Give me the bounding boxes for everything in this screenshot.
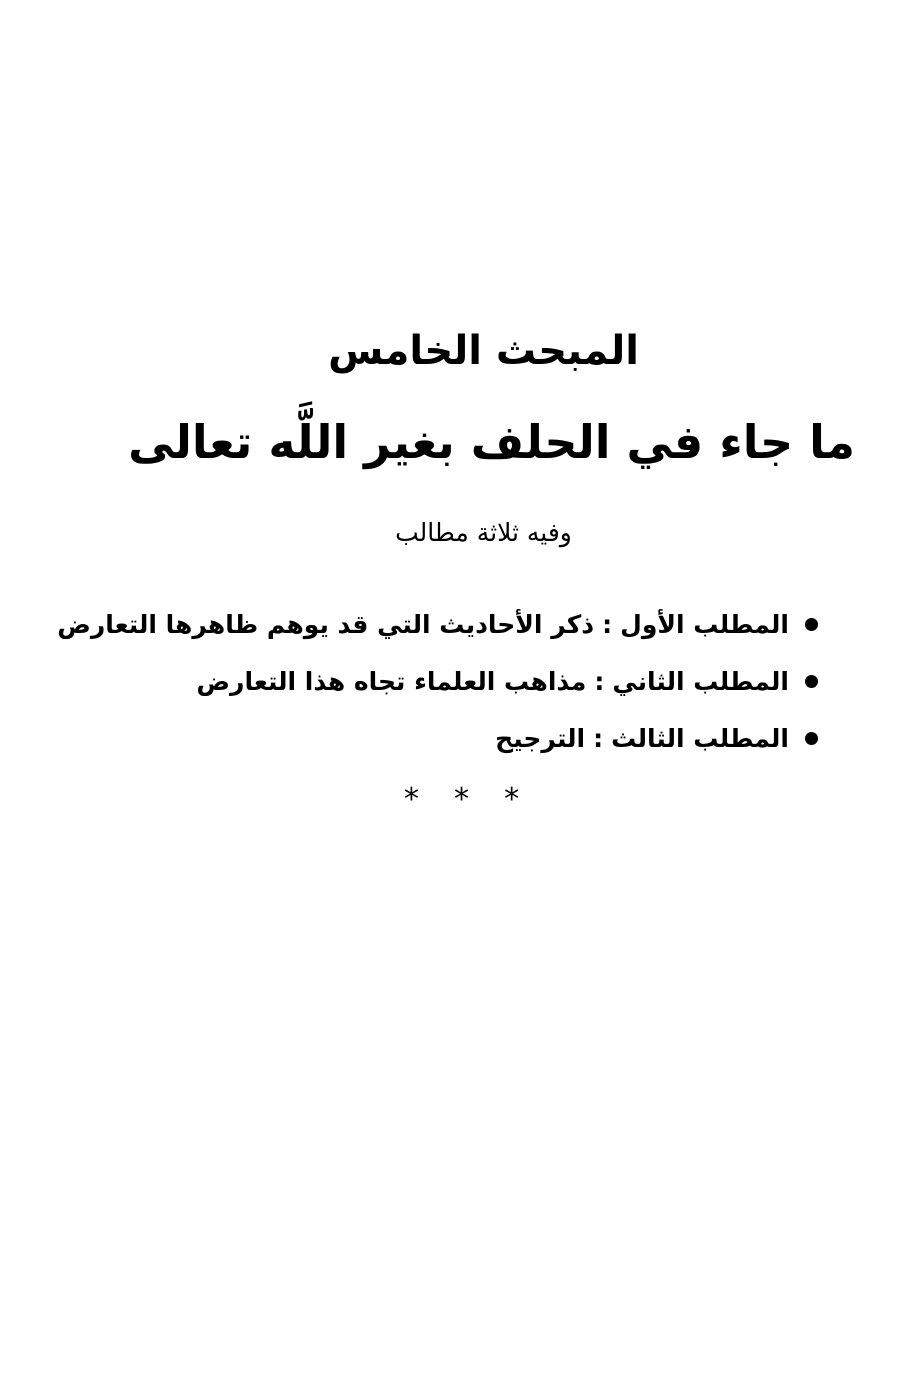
subsection-separator: : — [593, 724, 604, 753]
subsection-separator: : — [594, 667, 605, 696]
subsection-text: الترجيح — [495, 724, 586, 753]
section-end-separator: * * * — [402, 782, 521, 817]
section-subtitle: وفيه ثلاثة مطالب — [395, 518, 572, 547]
bullet-icon — [805, 675, 818, 688]
section-title: ما جاء في الحلف بغير اللَّه تعالى — [128, 415, 855, 469]
section-number-heading: المبحث الخامس — [328, 328, 639, 374]
subsection-text: مذاهب العلماء تجاه هذا التعارض — [196, 667, 587, 696]
subsection-list — [57, 596, 818, 767]
subsection-label: المطلب الثالث — [611, 724, 789, 753]
subsection-text: ذكر الأحاديث التي قد يوهم ظاهرها التعارض — [57, 610, 595, 639]
subsection-label: المطلب الثاني — [612, 667, 789, 696]
subsection-item — [57, 596, 818, 653]
bullet-icon — [805, 732, 818, 745]
bullet-icon — [805, 618, 818, 631]
subsection-separator: : — [602, 610, 613, 639]
subsection-item — [98, 653, 818, 710]
subsection-label: المطلب الأول — [620, 610, 789, 639]
subsection-item — [98, 710, 818, 767]
